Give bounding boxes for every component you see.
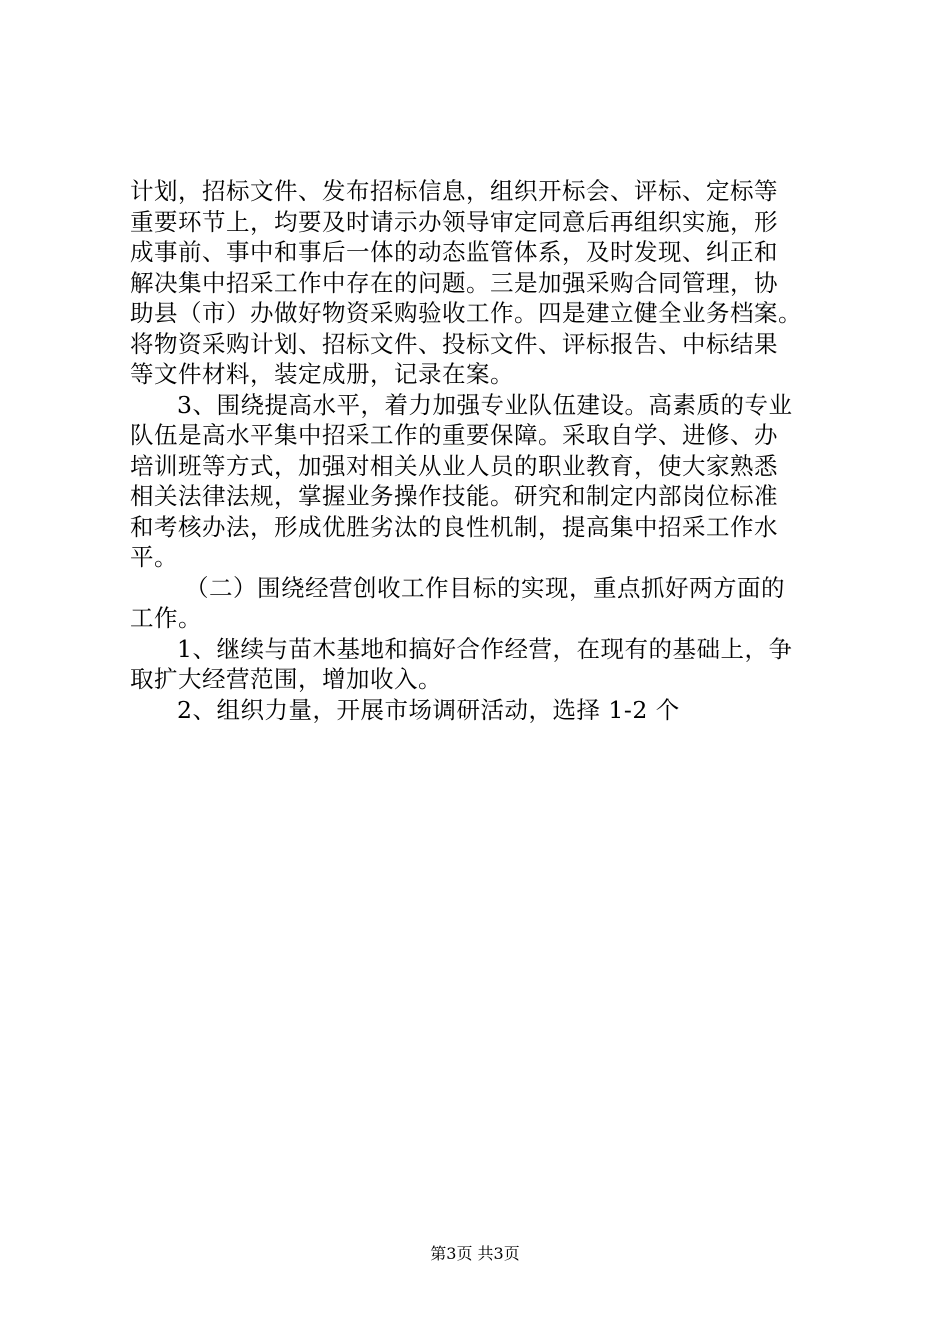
text-line: 培训班等方式，加强对相关从业人员的职业教育，使大家熟悉 — [130, 451, 778, 480]
text-line: 相关法律法规，掌握业务操作技能。研究和制定内部岗位标准 — [130, 482, 778, 510]
text-line: 3、围绕提高水平，着力加强专业队伍建设。高素质的专业 — [177, 390, 793, 419]
text-line: 重要环节上，均要及时请示办领导审定同意后再组织实施，形 — [130, 207, 778, 236]
text-line: 和考核办法，形成优胜劣汰的良性机制，提高集中招采工作水 — [130, 512, 778, 541]
text-line: 计划，招标文件、发布招标信息，组织开标会、评标、定标等 — [130, 177, 778, 205]
text-line: 队伍是高水平集中招采工作的重要保障。采取自学、进修、办 — [130, 421, 778, 449]
text-line: 成事前、事中和事后一体的动态监管体系，及时发现、纠正和 — [130, 238, 778, 266]
text-line: （二）围绕经营创收工作目标的实现，重点抓好两方面的 — [185, 573, 785, 602]
text-line: 助县（市）办做好物资采购验收工作。四是建立健全业务档案。 — [130, 299, 802, 327]
document-body — [130, 176, 835, 725]
text-line: 等文件材料，装定成册，记录在案。 — [130, 360, 514, 388]
page-footer — [0, 1244, 950, 1264]
text-line: 2、组织力量，开展市场调研活动，选择 1-2 个 — [177, 695, 680, 724]
page-number: 第3页 共3页 — [430, 1244, 520, 1263]
text-line: 取扩大经营范围，增加收入。 — [130, 665, 442, 693]
text-line: 将物资采购计划、招标文件、投标文件、评标报告、中标结果 — [130, 329, 778, 358]
text-line: 平。 — [130, 543, 178, 571]
text-line: 工作。 — [130, 604, 202, 632]
text-line: 1、继续与苗木基地和搞好合作经营，在现有的基础上，争 — [177, 634, 793, 663]
text-line: 解决集中招采工作中存在的问题。三是加强采购合同管理，协 — [130, 268, 778, 297]
